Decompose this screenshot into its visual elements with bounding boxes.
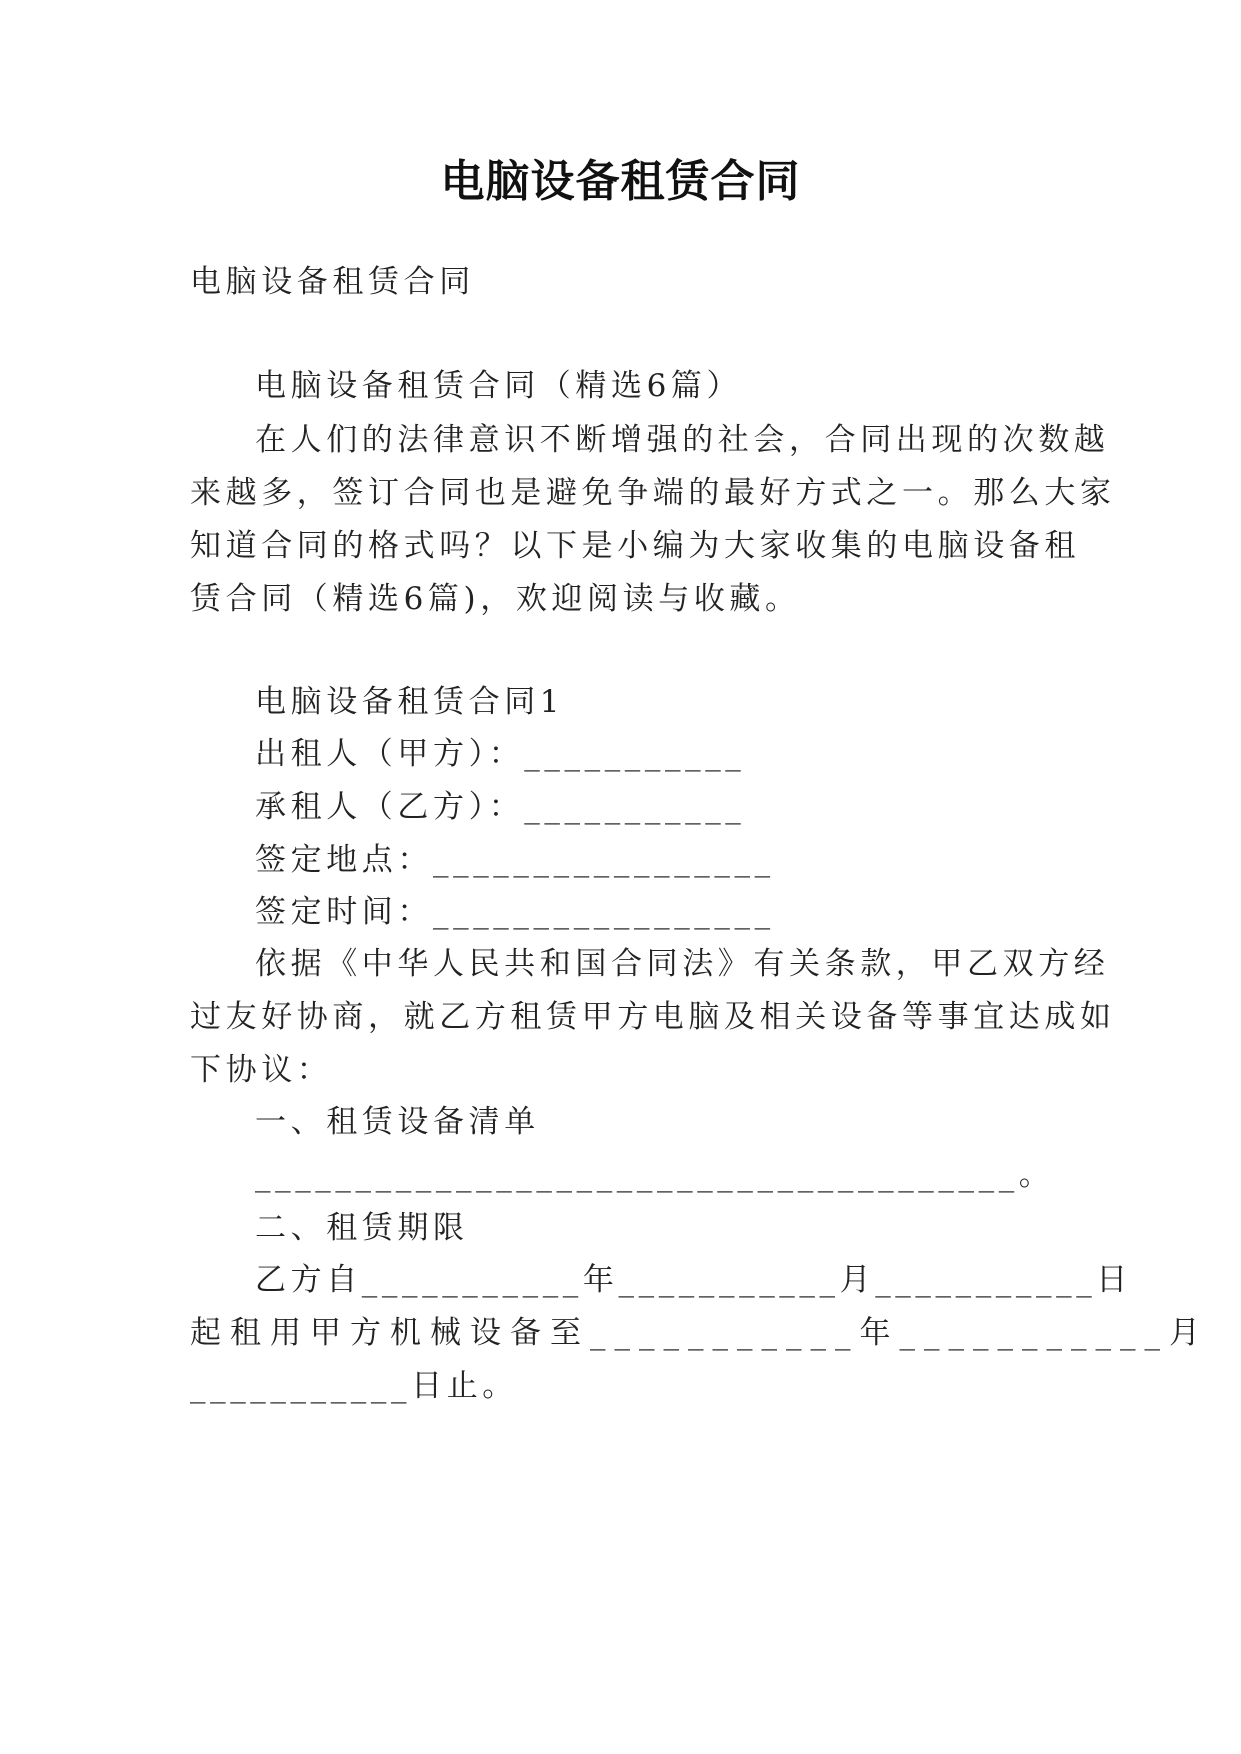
section-2-title: 二、租赁期限 bbox=[255, 1210, 469, 1246]
basis-paragraph-line-1: 依据《中华人民共和国合同法》有关条款，甲乙双方经 bbox=[255, 946, 1110, 982]
signing-place-field: 签定地点：_________________ bbox=[255, 842, 775, 878]
lease-period-line-3: ___________日止。 bbox=[190, 1368, 518, 1404]
intro-paragraph-line-1: 在人们的法律意识不断增强的社会，合同出现的次数越 bbox=[255, 422, 1110, 458]
equipment-list-blank: ______________________________________。 bbox=[255, 1157, 1055, 1193]
intro-paragraph-line-3: 知道合同的格式吗？以下是小编为大家收集的电脑设备租 bbox=[190, 528, 1080, 564]
document-title: 电脑设备租赁合同 bbox=[440, 156, 801, 207]
lessee-field: 承租人（乙方）：___________ bbox=[255, 789, 746, 825]
lessor-field: 出租人（甲方）：___________ bbox=[255, 736, 746, 772]
intro-paragraph-line-4: 赁合同（精选6篇)，欢迎阅读与收藏。 bbox=[190, 581, 801, 617]
subtitle: 电脑设备租赁合同 bbox=[190, 264, 475, 300]
lease-period-line-2: 起租用甲方机械设备至___________年___________月 bbox=[190, 1315, 1209, 1351]
basis-paragraph-line-2: 过友好协商，就乙方租赁甲方电脑及相关设备等事宜达成如 bbox=[190, 999, 1116, 1035]
contract-heading: 电脑设备租赁合同1 bbox=[255, 684, 565, 720]
basis-paragraph-line-3: 下协议： bbox=[190, 1052, 333, 1088]
signing-time-field: 签定时间：_________________ bbox=[255, 894, 775, 930]
lease-period-line-1: 乙方自___________年___________月___________日 bbox=[255, 1262, 1132, 1298]
section-1-title: 一、租赁设备清单 bbox=[255, 1104, 540, 1140]
intro-heading: 电脑设备租赁合同（精选6篇） bbox=[255, 368, 743, 404]
intro-paragraph-line-2: 来越多，签订合同也是避免争端的最好方式之一。那么大家 bbox=[190, 475, 1116, 511]
